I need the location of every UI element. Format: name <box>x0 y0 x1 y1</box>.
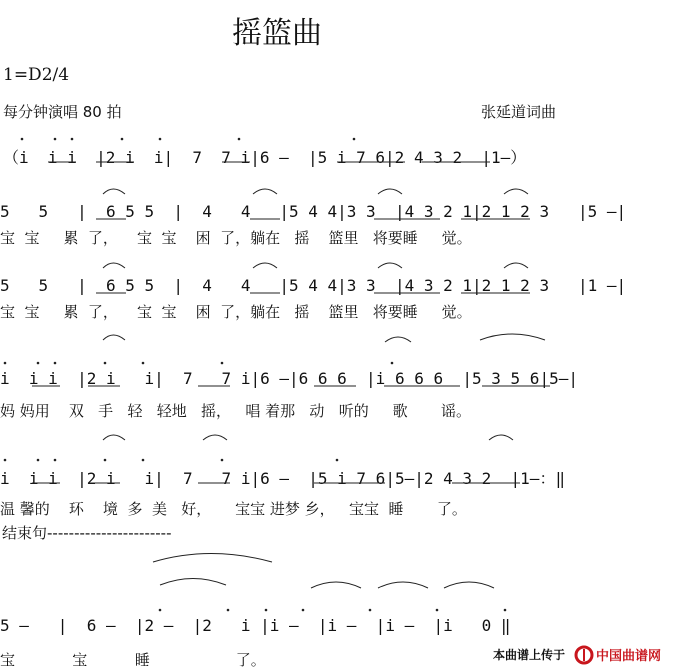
intro-notes: （i i i |2 i i| 7 7 i|6 — |5 i 7 6|2 4 3 2 |1—） <box>3 148 527 167</box>
author-credit: 张延道词曲 <box>481 103 557 121</box>
line-4-notes: i i i |2 i i| 7 7 i|6 — |5 i 7 6|5—|2 4 3 2 |1—：‖ <box>0 469 566 488</box>
tempo-marking: 每分钟演唱 80 拍 <box>3 103 122 121</box>
line-2-lyrics: 宝 宝 累 了， 宝 宝 困 了，躺在 摇 篮里 将要睡 觉。 <box>0 303 472 321</box>
line-1-notes: 5 5 | 6 5 5 | 4 4 |5 4 4|3 3 |4 3 2 1|2 1 2 3 |5 —| <box>0 202 627 221</box>
line-4-lyrics: 温 馨的 环 境 多 美 好， 宝宝 进梦 乡， 宝宝 睡 了。 <box>0 500 467 518</box>
ending-dash-line: ----------------------- <box>47 524 172 542</box>
ending-notes: 5 — | 6 — |2 — |2 i |i — |i — |i — |i 0 ‖ <box>0 616 511 635</box>
key-signature: 1=D2/4 <box>3 65 70 85</box>
ending-lyrics: 宝 宝 睡 了。 <box>0 651 266 669</box>
line-3-lyrics: 妈 妈用 双 手 轻 轻地 摇， 唱 着那 动 听的 歌 谣。 <box>0 402 471 420</box>
logo-text: 中国曲谱网 <box>596 649 662 664</box>
ending-label-text: 结束句 <box>2 524 48 542</box>
line-3-notes: i i i |2 i i| 7 7 i|6 —|6 6 6 |i 6 6 6 |5 3 5 6|5—| <box>0 369 578 388</box>
line-2-notes: 5 5 | 6 5 5 | 4 4 |5 4 4|3 3 |4 3 2 1|2 1 2 3 |1 —| <box>0 276 627 295</box>
score-title: 摇篮曲 <box>232 16 322 51</box>
footer-upload-text: 本曲谱上传于 <box>493 648 566 662</box>
line-1-lyrics: 宝 宝 累 了， 宝 宝 困 了，躺在 摇 篮里 将要睡 觉。 <box>0 229 472 247</box>
